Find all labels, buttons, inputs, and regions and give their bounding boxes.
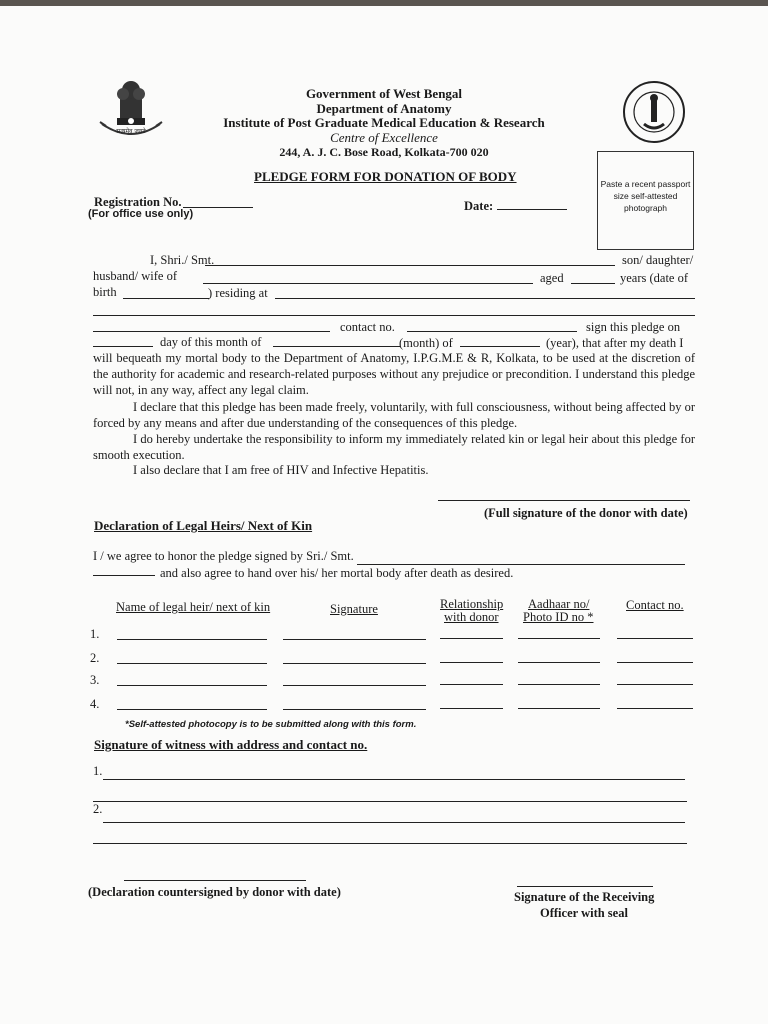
pledge-declare-2: I do hereby undertake the responsibility to inform my immediately related kin or legal heir about this pledge for smooth execution. — [93, 432, 695, 462]
pledge-residing: ) residing at — [208, 286, 268, 300]
heir-row-number: 3. — [90, 673, 100, 687]
col-relationship: Relationship — [440, 597, 504, 611]
receiving-officer-label-2: Officer with seal — [540, 906, 628, 920]
pledge-declare-3: I also declare that I am free of HIV and Infective Hepatitis. — [133, 463, 429, 477]
heirs-donor-name-field[interactable] — [357, 564, 685, 565]
birth-date-field[interactable] — [123, 298, 209, 299]
heir-name-field[interactable] — [117, 685, 267, 686]
heir-signature-field[interactable] — [283, 685, 426, 686]
address-field-1[interactable] — [275, 298, 695, 299]
heir-contact-field[interactable] — [617, 662, 693, 663]
heir-id-field[interactable] — [518, 638, 600, 639]
heir-id-field[interactable] — [518, 708, 600, 709]
date-field[interactable] — [497, 209, 567, 210]
header-department: Department of Anatomy — [316, 101, 452, 116]
heirs-heading: Declaration of Legal Heirs/ Next of Kin — [94, 518, 313, 533]
pledge-day-of: day of this month of — [160, 335, 262, 349]
heir-relationship-field[interactable] — [440, 662, 503, 663]
registration-field[interactable] — [183, 207, 253, 208]
month-field[interactable] — [273, 346, 400, 347]
header-centre: Centre of Excellence — [330, 130, 438, 145]
witness-1-line-2[interactable] — [93, 801, 687, 802]
heir-relationship-field[interactable] — [440, 708, 503, 709]
heir-contact-field[interactable] — [617, 638, 693, 639]
witness-2-line-1[interactable] — [103, 822, 685, 823]
heirs-donor-name-field-2[interactable] — [93, 575, 155, 576]
col-name: Name of legal heir/ next of kin — [116, 600, 271, 614]
witness-2-line-2[interactable] — [93, 843, 687, 844]
photo-box-text: Paste a recent passport size self-attested photograph — [600, 179, 691, 213]
heirs-agree-1: I / we agree to honor the pledge signed by Sri./ Smt. — [93, 549, 354, 563]
header-institute: Institute of Post Graduate Medical Education & Research — [223, 115, 545, 130]
witness-row-2-number: 2. — [93, 802, 103, 816]
pledge-aged: aged — [540, 271, 564, 285]
date-label: Date: — [464, 199, 494, 213]
photo-box[interactable] — [597, 151, 694, 250]
heir-name-field[interactable] — [117, 709, 267, 710]
header-address: 244, A. J. C. Bose Road, Kolkata-700 020 — [279, 145, 489, 159]
address-field-3[interactable] — [93, 331, 330, 332]
donor-signature-field[interactable] — [438, 500, 690, 501]
registration-label: Registration No. — [94, 195, 182, 209]
heir-row-number: 1. — [90, 627, 100, 641]
col-contact: Contact no. — [626, 598, 684, 612]
heir-contact-field[interactable] — [617, 708, 693, 709]
heirs-agree-2: and also agree to hand over his/ her mortal body after death as desired. — [160, 566, 514, 580]
receiving-officer-field[interactable] — [517, 886, 653, 887]
pledge-year-that: (year), that after my death I — [546, 336, 684, 350]
contact-field[interactable] — [407, 331, 577, 332]
heir-name-field[interactable] — [117, 663, 267, 664]
pledge-bequeath: will bequeath my mortal body to the Department of Anatomy, I.P.G.M.E & R, Kolkata, to be used at the discretion of the authority for academic and research-related purposes without any prejudice or precondition. I understand this pledge will not, in any way, affect any legal claim. — [93, 351, 695, 397]
year-field[interactable] — [460, 346, 540, 347]
pledge-declare-1: I declare that this pledge has been made freely, voluntarily, with full consciousness, without being affected by or forced by any means and after due understanding of the consequences of this pledge. — [93, 400, 695, 430]
col-aadhaar: Aadhaar no/ — [528, 597, 590, 611]
witness-row-1-number: 1. — [93, 764, 103, 778]
heir-id-field[interactable] — [518, 662, 600, 663]
countersign-label: (Declaration countersigned by donor with date) — [88, 885, 341, 899]
heir-row-number: 2. — [90, 651, 100, 665]
pledge-birth: birth — [93, 285, 117, 299]
heir-signature-field[interactable] — [283, 663, 426, 664]
heir-name-field[interactable] — [117, 639, 267, 640]
pledge-son-daughter: son/ daughter/ — [622, 253, 694, 267]
col-relationship-2: with donor — [444, 610, 499, 624]
countersign-field[interactable] — [124, 880, 306, 881]
receiving-officer-label-1: Signature of the Receiving — [514, 890, 655, 904]
pledge-i-shri: I, Shri./ Smt. — [150, 253, 215, 267]
heir-relationship-field[interactable] — [440, 638, 503, 639]
witness-1-line-1[interactable] — [103, 779, 685, 780]
donor-name-field[interactable] — [205, 265, 615, 266]
form-title: PLEDGE FORM FOR DONATION OF BODY — [254, 169, 517, 184]
heir-contact-field[interactable] — [617, 684, 693, 685]
pledge-sign: sign this pledge on — [586, 320, 681, 334]
col-signature: Signature — [330, 602, 378, 616]
heir-signature-field[interactable] — [283, 709, 426, 710]
age-field[interactable] — [571, 283, 615, 284]
pledge-month-of: (month) of — [399, 336, 453, 350]
heirs-footnote: *Self-attested photocopy is to be submitted along with this form. — [125, 719, 417, 730]
donor-signature-label: (Full signature of the donor with date) — [484, 506, 688, 520]
witness-heading: Signature of witness with address and contact no. — [94, 737, 368, 752]
heir-signature-field[interactable] — [283, 639, 426, 640]
header-government: Government of West Bengal — [305, 86, 463, 101]
pledge-husband-wife: husband/ wife of — [93, 269, 178, 283]
top-edge — [0, 0, 768, 6]
heir-relationship-field[interactable] — [440, 684, 503, 685]
pledge-contact: contact no. — [340, 320, 395, 334]
address-field-2[interactable] — [93, 315, 695, 316]
emblem-motto: सत्यमेव जयते — [116, 128, 146, 135]
day-field[interactable] — [93, 346, 153, 347]
pledge-years: years (date of — [620, 271, 689, 285]
col-aadhaar-2: Photo ID no * — [523, 610, 594, 624]
heir-row-number: 4. — [90, 697, 100, 711]
heir-id-field[interactable] — [518, 684, 600, 685]
relation-name-field[interactable] — [203, 283, 533, 284]
registration-note: (For office use only) — [88, 208, 194, 220]
